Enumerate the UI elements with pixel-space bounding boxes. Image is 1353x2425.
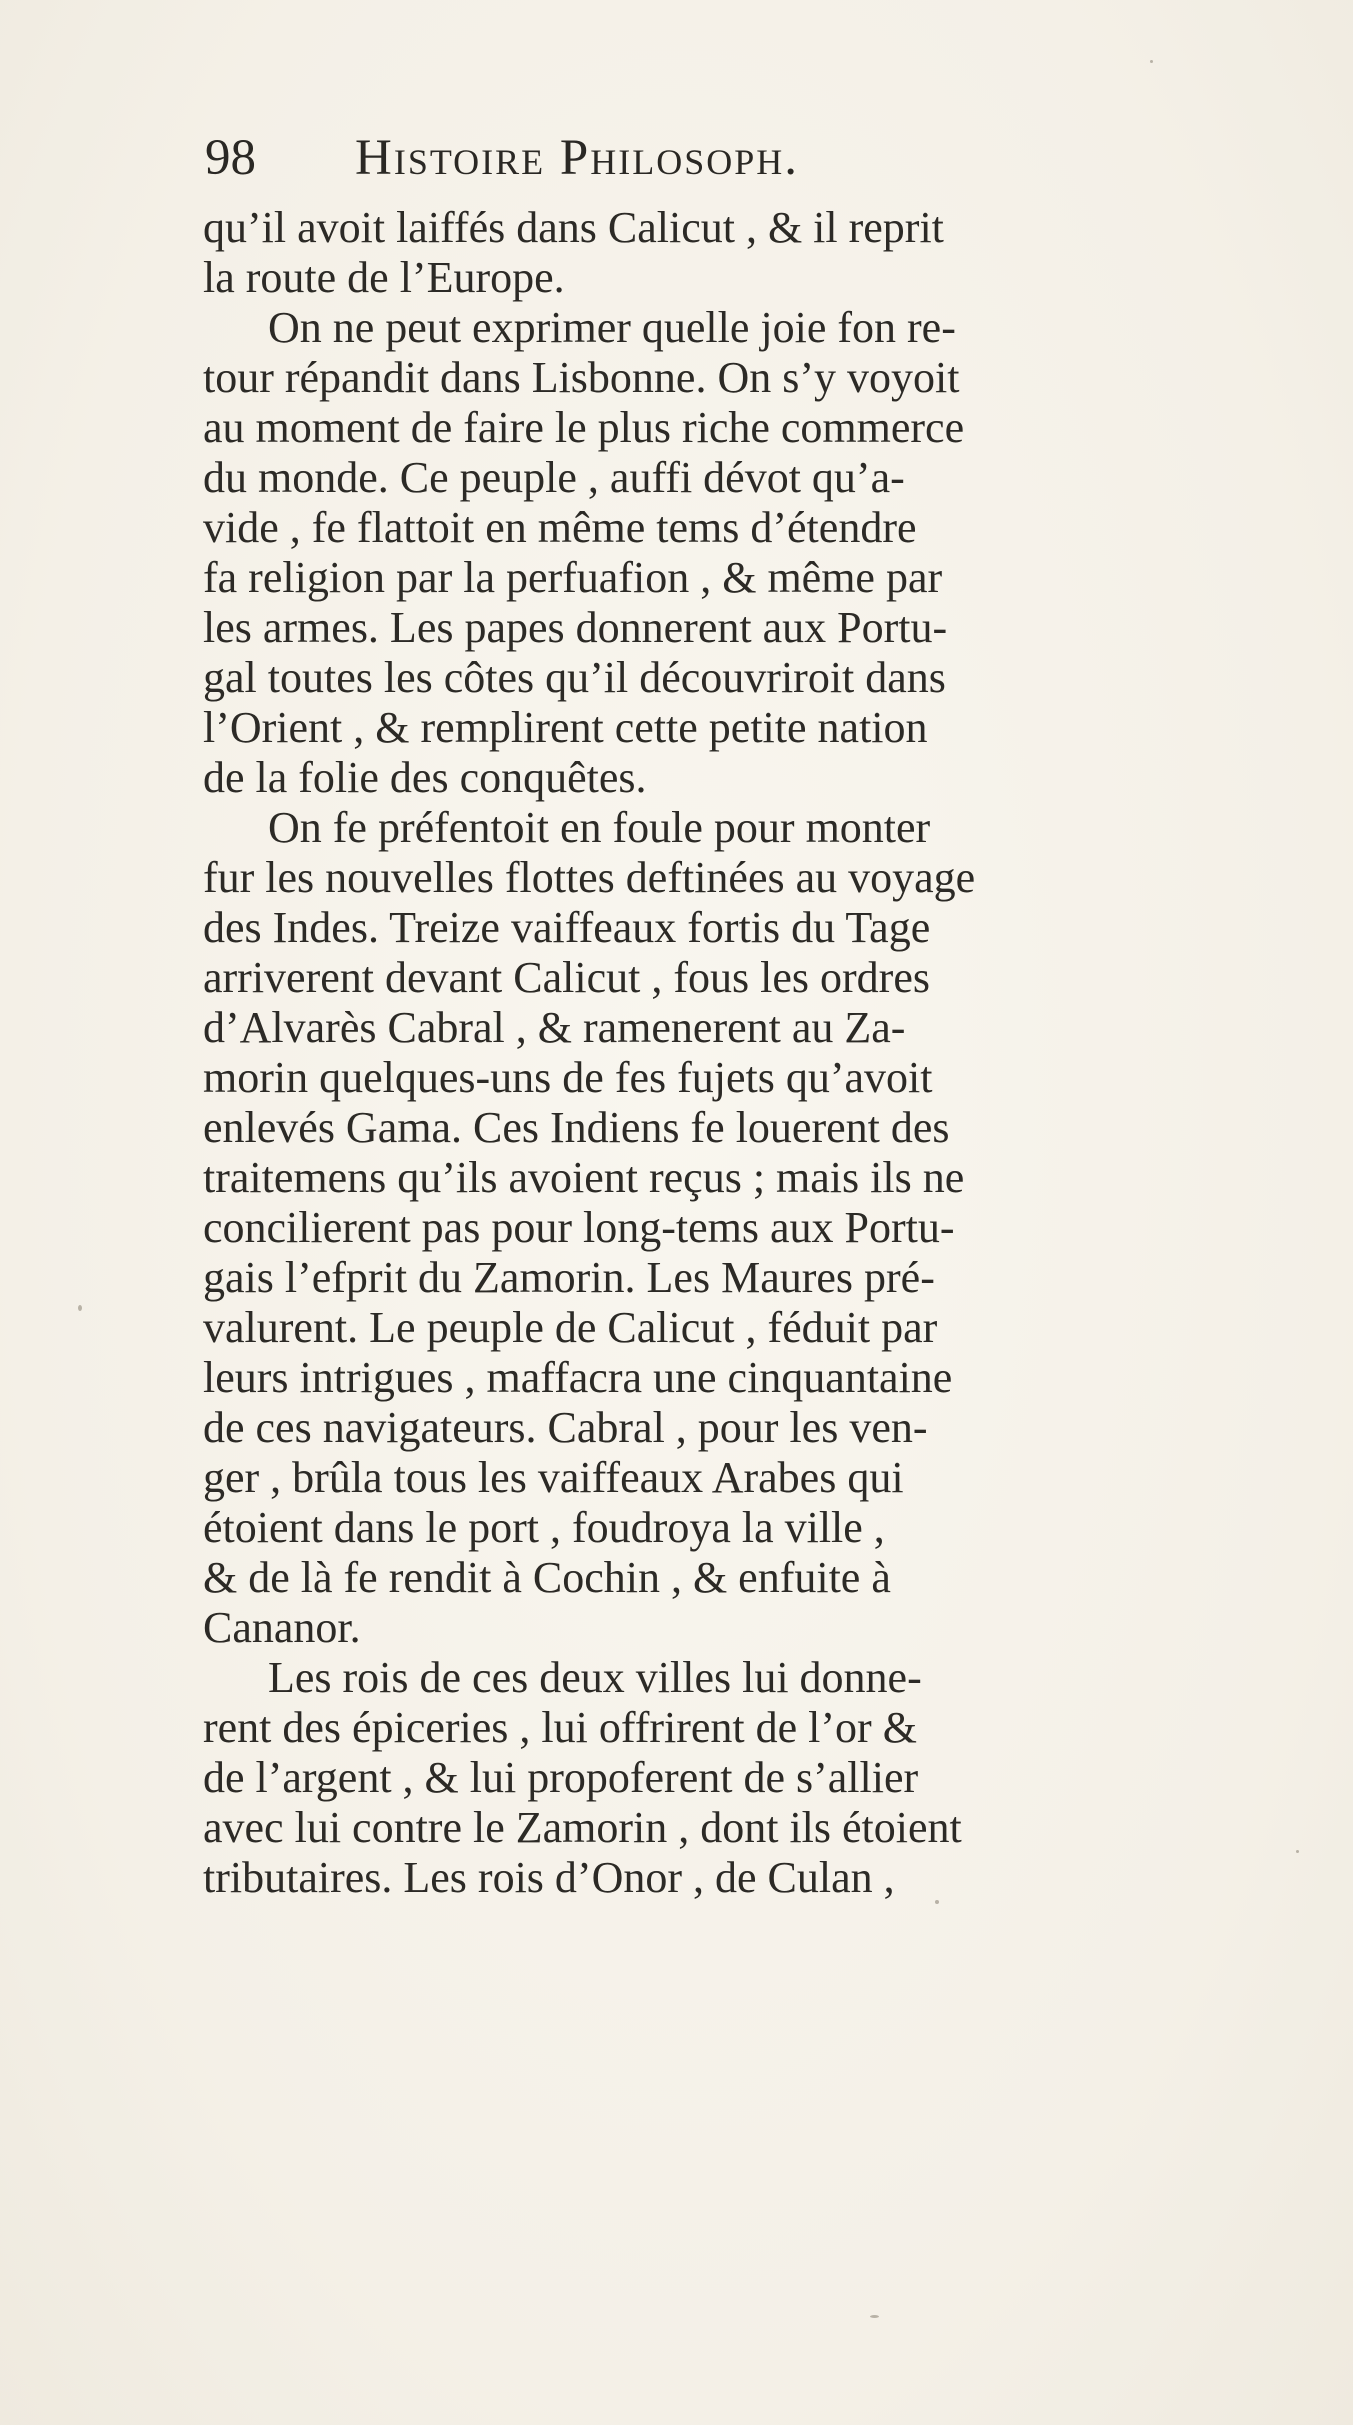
text-line: au moment de faire le plus riche commerce xyxy=(203,403,965,452)
text-line: gal toutes les côtes qu’il découvriroit dans xyxy=(203,653,946,702)
text-line: rent des épiceries , lui offrirent de l’or & xyxy=(203,1703,917,1752)
text-line: arriverent devant Calicut , fous les ordres xyxy=(203,953,930,1002)
text-line: valurent. Le peuple de Calicut , féduit par xyxy=(203,1303,938,1352)
text-line: traitemens qu’ils avoient reçus ; mais ils ne xyxy=(203,1153,965,1202)
text-line: enlevés Gama. Ces Indiens fe louerent des xyxy=(203,1103,950,1152)
paper-speck xyxy=(870,2315,879,2318)
text-line: fur les nouvelles flottes deftinées au voyage xyxy=(203,853,976,902)
text-line: tributaires. Les rois d’Onor , de Culan , xyxy=(203,1853,895,1902)
text-line: de la folie des conquêtes. xyxy=(203,753,647,802)
text-line: On fe préfentoit en foule pour monter xyxy=(268,803,931,852)
text-line: concilierent pas pour long-tems aux Portu- xyxy=(203,1203,955,1252)
text-line: gais l’efprit du Zamorin. Les Maures pré- xyxy=(203,1253,935,1302)
text-line: Les rois de ces deux villes lui donne- xyxy=(268,1653,922,1702)
paper-speck xyxy=(1296,1850,1299,1853)
text-line: de l’argent , & lui propoferent de s’allier xyxy=(203,1753,919,1802)
text-line: avec lui contre le Zamorin , dont ils étoient xyxy=(203,1803,962,1852)
paper-speck xyxy=(935,1900,939,1904)
text-line: fa religion par la perfuafion , & même par xyxy=(203,553,943,602)
text-line: de ces navigateurs. Cabral , pour les ven- xyxy=(203,1403,928,1452)
text-line: qu’il avoit laiffés dans Calicut , & il reprit xyxy=(203,203,944,252)
text-line: étoient dans le port , foudroya la ville , xyxy=(203,1503,885,1552)
text-line: tour répandit dans Lisbonne. On s’y voyoit xyxy=(203,353,960,402)
running-title: Histoire Philosoph. xyxy=(355,130,800,186)
text-line: ger , brûla tous les vaiffeaux Arabes qui xyxy=(203,1453,904,1502)
text-line: morin quelques-uns de fes fujets qu’avoit xyxy=(203,1053,933,1102)
text-line: du monde. Ce peuple , auffi dévot qu’a- xyxy=(203,453,905,502)
text-line: la route de l’Europe. xyxy=(203,253,565,302)
text-line: vide , fe flattoit en même tems d’étendre xyxy=(203,503,917,552)
page-header xyxy=(205,128,1205,188)
text-line: Cananor. xyxy=(203,1603,361,1652)
text-line: leurs intrigues , maffacra une cinquantaine xyxy=(203,1353,953,1402)
paper-speck xyxy=(1150,60,1153,63)
text-line: & de là fe rendit à Cochin , & enfuite à xyxy=(203,1553,891,1602)
text-line: les armes. Les papes donnerent aux Portu- xyxy=(203,603,948,652)
paper-speck xyxy=(78,1305,82,1311)
text-line: des Indes. Treize vaiffeaux fortis du Tage xyxy=(203,903,931,952)
text-line: On ne peut exprimer quelle joie fon re- xyxy=(268,303,956,352)
page-number: 98 xyxy=(205,130,256,186)
text-line: l’Orient , & remplirent cette petite nation xyxy=(203,703,928,752)
text-line: d’Alvarès Cabral , & ramenerent au Za- xyxy=(203,1003,906,1052)
